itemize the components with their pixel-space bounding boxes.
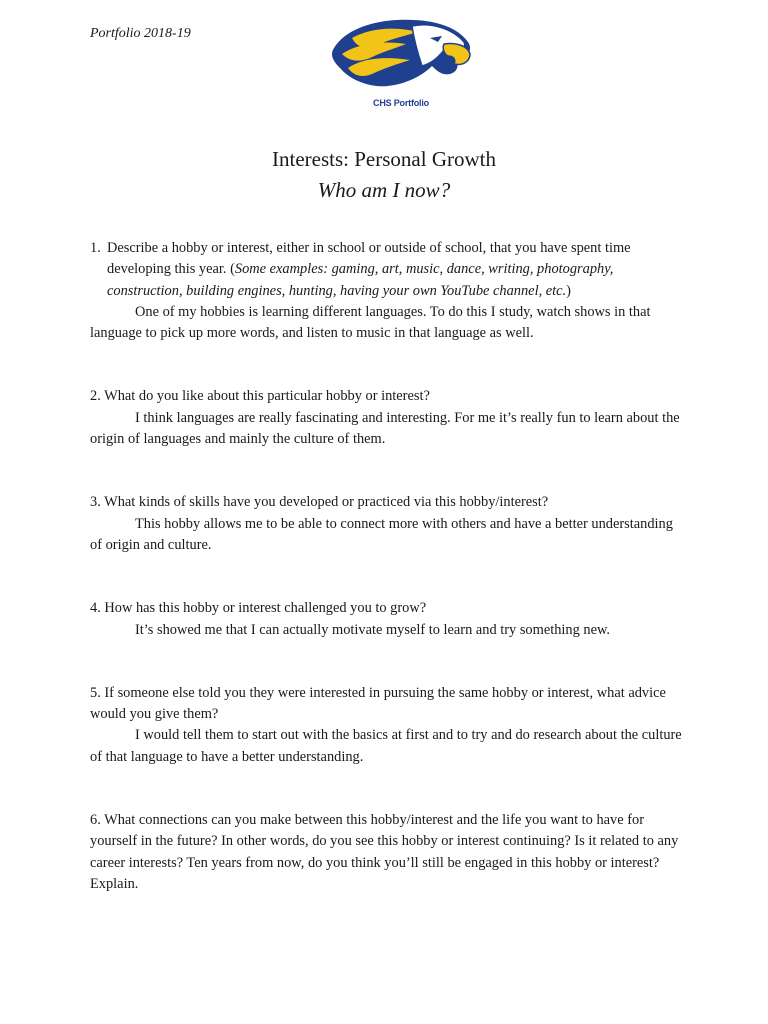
question-text-plain: Describe a hobby or interest, either in school or outside of school, that you have spent time developing this year. ( [107,240,631,278]
question-6: 6. What connections can you make between this hobby/interest and the life you want to have for yourself in the future? In other words, do you see this hobby or interest continuing? Is it related to any career interests? Ten years from now, do you think you’ll still be engaged in this hobby or interest? Explain. [90,812,679,892]
logo-caption: CHS Portfolio [373,98,429,108]
question-2: 2. What do you like about this particular hobby or interest? [90,388,430,405]
answer-3: This hobby allows me to be able to connect more with others and have a better understanding of origin and culture. [90,515,673,553]
answer-5: I would tell them to start out with the basics at first and to try and do research about the culture of that language to have a better understanding. [90,727,682,765]
question-5: 5. If someone else told you they were interested in pursuing the same hobby or interest, what advice would you give them? [90,684,666,723]
chs-logo [326,14,476,112]
eagle-head-icon [326,14,476,96]
question-number: 1. [90,240,101,256]
page-title: Interests: Personal Growth [272,147,496,171]
question-text-close: ) [566,282,571,299]
answer-4: It’s showed me that I can actually motivate myself to learn and try something new. [135,621,611,638]
question-4: 4. How has this hobby or interest challenged you to grow? [90,600,427,617]
question-text [107,238,682,302]
question-3: 3. What kinds of skills have you developed or practiced via this hobby/interest? [90,494,549,511]
portfolio-label: Portfolio 2018-19 [90,26,191,41]
title-block [0,146,768,204]
answer-2: I think languages are really fascinating and interesting. For me it’s really fun to learn about the origin of languages and mainly the culture of them. [90,409,680,448]
question-1 [90,238,682,302]
answer-1: One of my hobbies is learning different languages. To do this I study, watch shows in that language to pick up more words, and listen to music in that language as well. [90,303,651,342]
page-subtitle: Who am I now? [317,178,451,202]
questions-list [90,238,682,895]
question-examples: Some examples: gaming, art, music, dance, writing, photography, construction, building engines, hunting, having your own YouTube channel, etc. [107,261,614,299]
